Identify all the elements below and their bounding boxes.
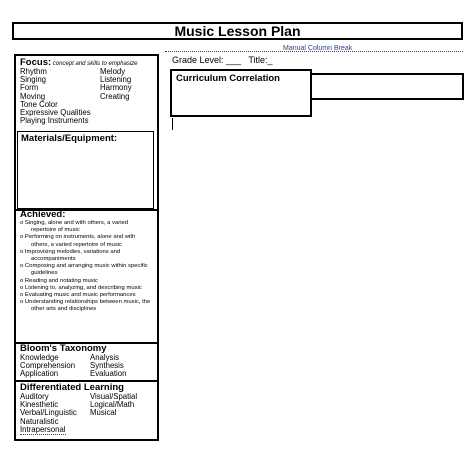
list-item: Tone Color [20,99,58,109]
document-title: Music Lesson Plan [174,23,301,39]
list-item: Auditory [20,392,49,401]
focus-heading: Focus: [20,57,52,68]
list-item: Visual/Spatial [90,392,138,401]
list-item: Kinesthetic [20,400,59,410]
focus-section [20,58,155,128]
blooms-section [20,344,154,379]
text-cursor [172,118,173,130]
list-item: Creating [100,91,130,101]
list-item: o Singing, alone and with others, a varied repertoire of music [20,220,154,234]
blooms-heading: Bloom's Taxonomy [20,343,107,354]
list-item: Expressive Qualities [20,108,91,118]
achieved-section [20,210,154,314]
list-item: Application [20,369,59,379]
curriculum-correlation-box [170,69,312,117]
differentiated-list-left [20,393,90,435]
materials-heading: Materials/Equipment: [21,133,118,144]
differentiated-section [20,383,154,435]
focus-list-right [100,68,132,125]
list-item: Singing [20,75,47,85]
list-item: Moving [20,91,46,101]
focus-list-left [20,68,100,125]
curriculum-correlation-extension [310,73,464,100]
list-item: Naturalistic [20,416,59,426]
list-item: Knowledge [20,353,59,362]
list-item: o Listening to, analyzing, and describing music [20,285,154,292]
manual-column-break: Manual Column Break [283,45,353,52]
list-item: Melody [100,67,126,76]
materials-box [17,131,154,209]
achieved-list [20,220,154,314]
list-item: Analysis [90,353,120,362]
focus-subheading: concept and skills to emphasize [51,61,138,67]
list-item: o Reading and notating music [20,278,154,285]
document-title-box [12,22,463,40]
list-item: o Performing on instruments, alone and with others, a varied repertoire of music [20,234,154,248]
list-item: Synthesis [90,361,124,371]
list-item: o Evaluating music and music performances [20,292,154,299]
differentiated-heading: Differentiated Learning [20,382,124,393]
list-item: Logical/Math [90,400,135,410]
list-item: Rhythm [20,67,47,76]
blooms-list-right [90,354,126,379]
list-item: Intrapersonal [20,424,66,434]
list-item: Playing Instruments [20,116,89,126]
achieved-heading: Achieved: [20,209,66,220]
list-item: Verbal/Linguistic [20,408,77,418]
list-item: Form [20,83,39,93]
curriculum-correlation-heading: Curriculum Correlation [176,73,280,84]
list-item: Evaluation [90,369,127,379]
list-item: Comprehension [20,361,76,371]
list-item: o Understanding relationships between music, the other arts and disciplines [20,299,154,313]
differentiated-list-right [90,393,137,435]
list-item: Listening [100,75,132,85]
blooms-list-left [20,354,90,379]
list-item: Musical [90,408,117,418]
list-item: o Improvising melodies, variations and accompaniments [20,249,154,263]
grade-level-line: Grade Level: ___ Title:_ [172,55,273,65]
list-item: o Composing and arranging music within specific guidelines [20,263,154,277]
list-item: Harmony [100,83,132,93]
